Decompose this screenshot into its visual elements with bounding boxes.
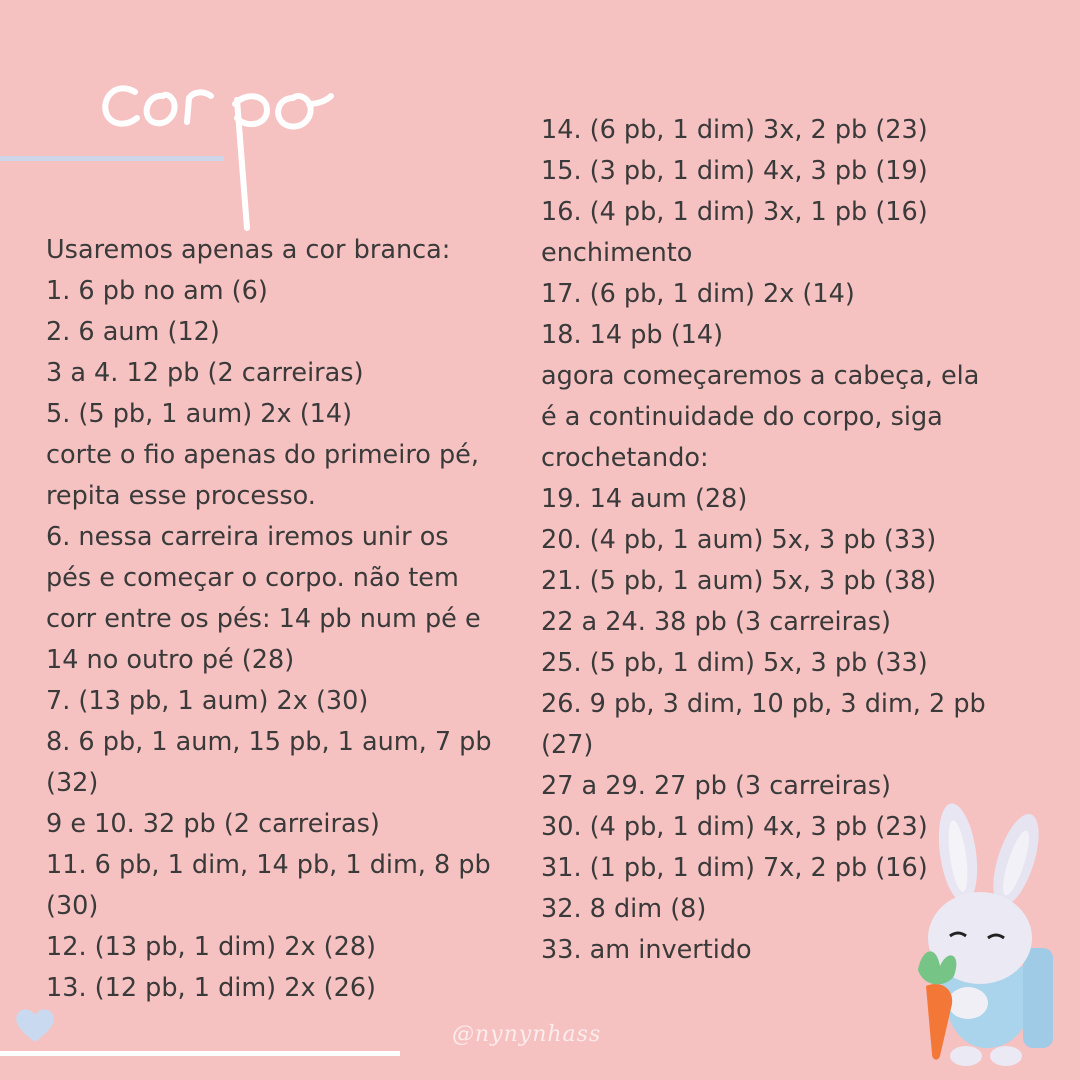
instruction-line: 22 a 24. 38 pb (3 carreiras): [541, 607, 891, 637]
page-title: [95, 55, 345, 240]
instruction-line: corr entre os pés: 14 pb num pé e: [46, 604, 481, 634]
instruction-line: 18. 14 pb (14): [541, 320, 724, 350]
instruction-line: 7. (13 pb, 1 aum) 2x (30): [46, 686, 369, 716]
instruction-line: 2. 6 aum (12): [46, 317, 220, 347]
blue-divider: [0, 156, 224, 161]
instruction-line: 5. (5 pb, 1 aum) 2x (14): [46, 399, 353, 429]
instruction-line: Usaremos apenas a cor branca:: [46, 235, 451, 265]
instruction-line: 8. 6 pb, 1 aum, 15 pb, 1 aum, 7 pb: [46, 727, 492, 757]
heart-icon: [14, 1006, 56, 1044]
instruction-line: 26. 9 pb, 3 dim, 10 pb, 3 dim, 2 pb: [541, 689, 986, 719]
instruction-line: (32): [46, 768, 99, 798]
instruction-line: pés e começar o corpo. não tem: [46, 563, 459, 593]
instruction-line: 13. (12 pb, 1 dim) 2x (26): [46, 973, 377, 1003]
white-divider: [0, 1051, 400, 1056]
instruction-line: 25. (5 pb, 1 dim) 5x, 3 pb (33): [541, 648, 928, 678]
instruction-line: 12. (13 pb, 1 dim) 2x (28): [46, 932, 377, 962]
instruction-line: 3 a 4. 12 pb (2 carreiras): [46, 358, 364, 388]
instruction-line: 30. (4 pb, 1 dim) 4x, 3 pb (23): [541, 812, 928, 842]
instruction-line: 15. (3 pb, 1 dim) 4x, 3 pb (19): [541, 156, 928, 186]
instruction-line: 31. (1 pb, 1 dim) 7x, 2 pb (16): [541, 853, 928, 883]
instruction-line: crochetando:: [541, 443, 709, 473]
instruction-line: 21. (5 pb, 1 aum) 5x, 3 pb (38): [541, 566, 937, 596]
instruction-line: (27): [541, 730, 594, 760]
instruction-line: corte o fio apenas do primeiro pé,: [46, 440, 479, 470]
instruction-line: 16. (4 pb, 1 dim) 3x, 1 pb (16): [541, 197, 928, 227]
instruction-line: 19. 14 aum (28): [541, 484, 748, 514]
instruction-line: (30): [46, 891, 99, 921]
instruction-line: 27 a 29. 27 pb (3 carreiras): [541, 771, 891, 801]
instruction-line: é a continuidade do corpo, siga: [541, 402, 943, 432]
instruction-line: enchimento: [541, 238, 693, 268]
instruction-line: 20. (4 pb, 1 aum) 5x, 3 pb (33): [541, 525, 937, 555]
instruction-line: 6. nessa carreira iremos unir os: [46, 522, 449, 552]
instruction-line: 9 e 10. 32 pb (2 carreiras): [46, 809, 380, 839]
crochet-bunny-image: [888, 798, 1078, 1068]
signature-watermark: @nynynhass: [452, 1022, 602, 1047]
instruction-line: 14. (6 pb, 1 dim) 3x, 2 pb (23): [541, 115, 928, 145]
instruction-line: 14 no outro pé (28): [46, 645, 295, 675]
instruction-line: 33. am invertido: [541, 935, 752, 965]
page-title-text: corpo: [95, 55, 141, 74]
instruction-line: repita esse processo.: [46, 481, 316, 511]
left-column: [46, 230, 526, 1009]
instruction-line: agora começaremos a cabeça, ela: [541, 361, 980, 391]
instruction-line: 32. 8 dim (8): [541, 894, 707, 924]
instruction-line: 11. 6 pb, 1 dim, 14 pb, 1 dim, 8 pb: [46, 850, 491, 880]
instruction-line: 1. 6 pb no am (6): [46, 276, 268, 306]
instruction-line: 17. (6 pb, 1 dim) 2x (14): [541, 279, 855, 309]
